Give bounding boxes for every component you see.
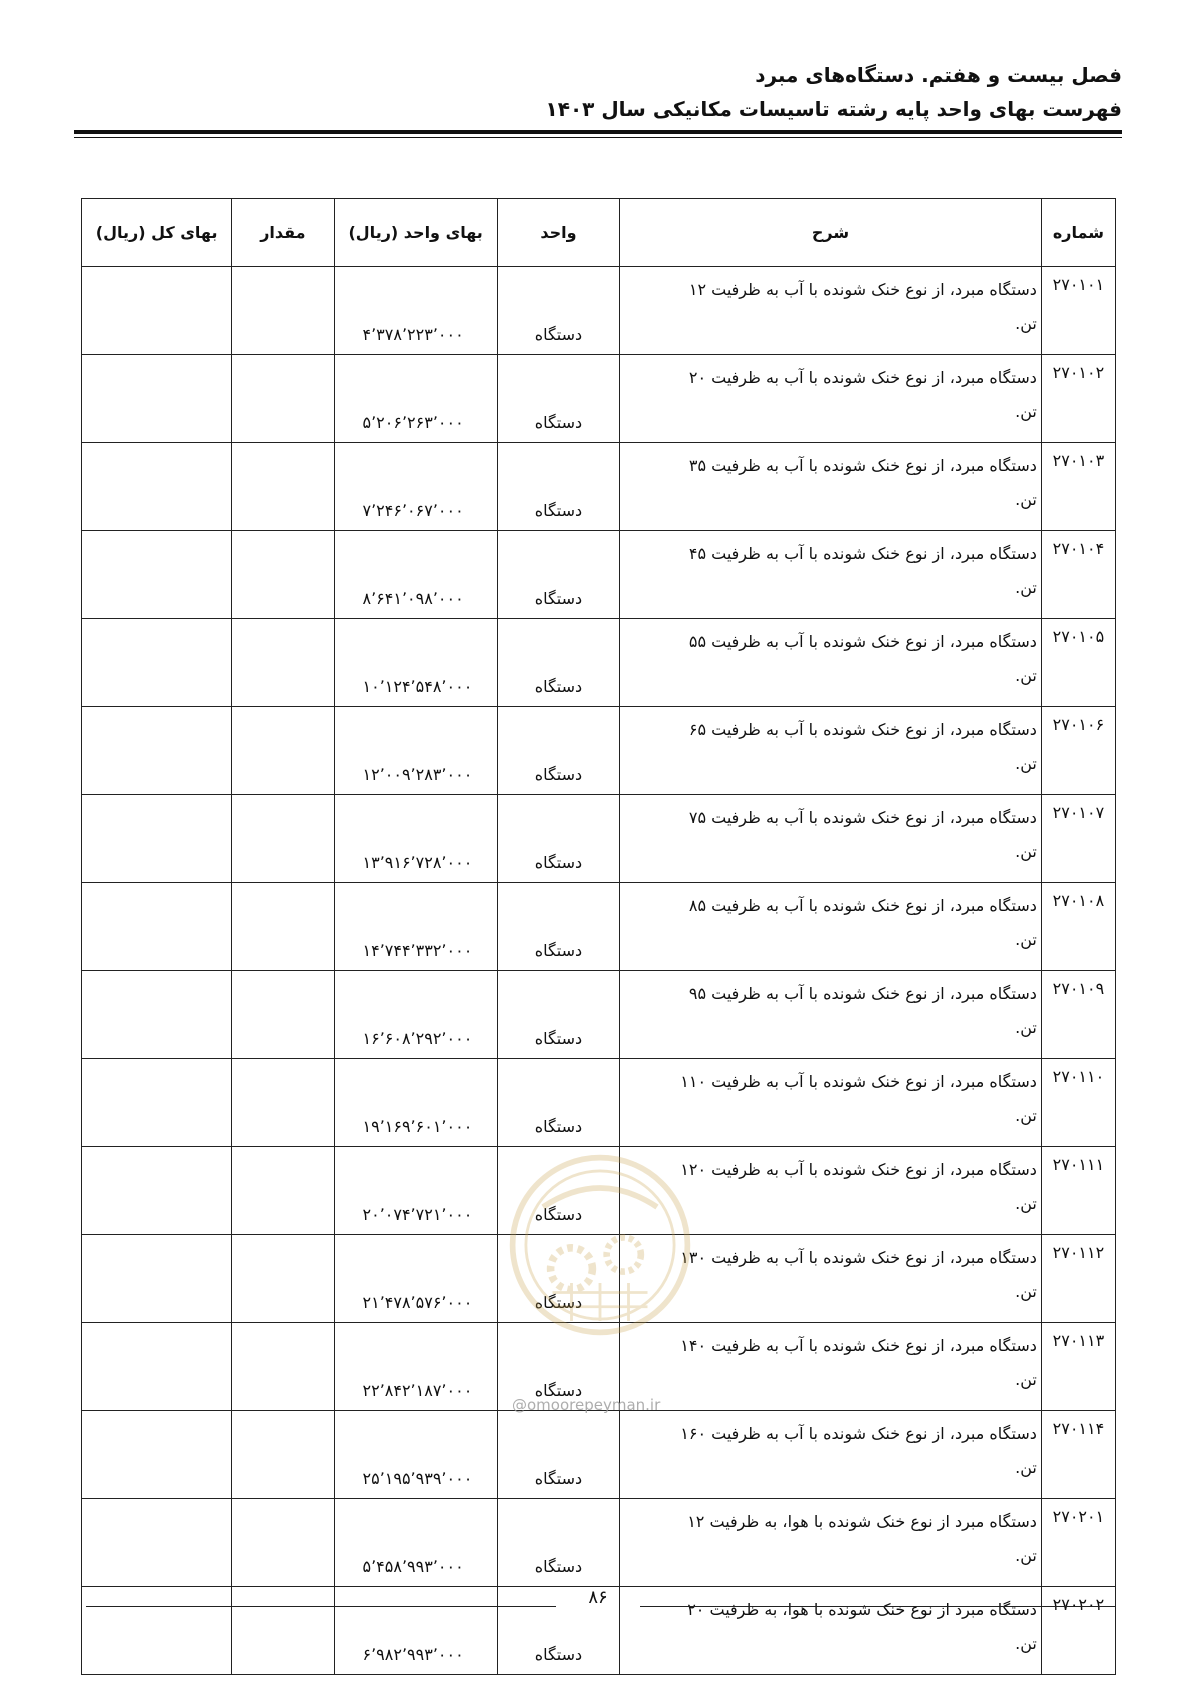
item-quantity bbox=[232, 1323, 334, 1411]
table-row bbox=[82, 1411, 1116, 1499]
col-header-unit-price: بهای واحد (ریال) bbox=[334, 199, 497, 267]
item-description bbox=[620, 531, 1042, 619]
item-unit-price: ۱۶٬۶۰۸٬۲۹۲٬۰۰۰ bbox=[334, 971, 497, 1059]
item-unit: دستگاه bbox=[497, 1411, 619, 1499]
item-code: ۲۷۰۲۰۱ bbox=[1041, 1499, 1115, 1587]
item-unit: دستگاه bbox=[497, 795, 619, 883]
item-quantity bbox=[232, 1499, 334, 1587]
item-description bbox=[620, 1587, 1042, 1675]
item-description-line2: تن. bbox=[1015, 754, 1037, 773]
item-unit-price: ۸٬۶۴۱٬۰۹۸٬۰۰۰ bbox=[334, 531, 497, 619]
item-unit: دستگاه bbox=[497, 1499, 619, 1587]
col-header-description: شرح bbox=[620, 199, 1042, 267]
table-row bbox=[82, 443, 1116, 531]
item-unit: دستگاه bbox=[497, 707, 619, 795]
item-unit-price: ۱۳٬۹۱۶٬۷۲۸٬۰۰۰ bbox=[334, 795, 497, 883]
item-description-line1: دستگاه مبرد، از نوع خنک شونده با آب به ظرفیت ۴۵ bbox=[688, 544, 1037, 563]
item-description-line2: تن. bbox=[1015, 1634, 1037, 1653]
item-unit: دستگاه bbox=[497, 971, 619, 1059]
item-code: ۲۷۰۱۱۳ bbox=[1041, 1323, 1115, 1411]
table-row bbox=[82, 1059, 1116, 1147]
item-total-price bbox=[82, 1235, 232, 1323]
item-total-price bbox=[82, 1323, 232, 1411]
item-quantity bbox=[232, 883, 334, 971]
table-row bbox=[82, 883, 1116, 971]
item-description bbox=[620, 619, 1042, 707]
item-description-line1: دستگاه مبرد، از نوع خنک شونده با آب به ظرفیت ۶۵ bbox=[688, 720, 1037, 739]
item-unit-price: ۶٬۹۸۲٬۹۹۳٬۰۰۰ bbox=[334, 1587, 497, 1675]
item-total-price bbox=[82, 619, 232, 707]
col-header-unit: واحد bbox=[497, 199, 619, 267]
item-unit-price: ۲۱٬۴۷۸٬۵۷۶٬۰۰۰ bbox=[334, 1235, 497, 1323]
item-quantity bbox=[232, 355, 334, 443]
item-code: ۲۷۰۱۰۸ bbox=[1041, 883, 1115, 971]
item-unit-price: ۲۵٬۱۹۵٬۹۳۹٬۰۰۰ bbox=[334, 1411, 497, 1499]
header-rule-thick bbox=[74, 130, 1122, 134]
item-unit: دستگاه bbox=[497, 883, 619, 971]
item-unit-price: ۵٬۲۰۶٬۲۶۳٬۰۰۰ bbox=[334, 355, 497, 443]
item-description-line2: تن. bbox=[1015, 666, 1037, 685]
item-description-line1: دستگاه مبرد، از نوع خنک شونده با آب به ظرفیت ۱۲ bbox=[688, 280, 1037, 299]
item-description bbox=[620, 355, 1042, 443]
item-quantity bbox=[232, 1235, 334, 1323]
item-description bbox=[620, 1059, 1042, 1147]
item-description bbox=[620, 267, 1042, 355]
page-header bbox=[74, 58, 1122, 126]
item-total-price bbox=[82, 1411, 232, 1499]
watermark-text: @omoorepeyman.ir bbox=[512, 1396, 661, 1414]
item-quantity bbox=[232, 707, 334, 795]
item-code: ۲۷۰۱۰۵ bbox=[1041, 619, 1115, 707]
item-description-line2: تن. bbox=[1015, 1194, 1037, 1213]
item-quantity bbox=[232, 1587, 334, 1675]
item-description bbox=[620, 1147, 1042, 1235]
table-row bbox=[82, 971, 1116, 1059]
table-row bbox=[82, 355, 1116, 443]
item-code: ۲۷۰۱۱۱ bbox=[1041, 1147, 1115, 1235]
footer-rule-left bbox=[86, 1606, 556, 1607]
item-description-line1: دستگاه مبرد، از نوع خنک شونده با آب به ظرفیت ۸۵ bbox=[688, 896, 1037, 915]
item-code: ۲۷۰۱۰۴ bbox=[1041, 531, 1115, 619]
item-description bbox=[620, 971, 1042, 1059]
item-quantity bbox=[232, 1147, 334, 1235]
item-code: ۲۷۰۱۰۶ bbox=[1041, 707, 1115, 795]
item-code: ۲۷۰۱۱۴ bbox=[1041, 1411, 1115, 1499]
item-code: ۲۷۰۱۰۹ bbox=[1041, 971, 1115, 1059]
item-code: ۲۷۰۱۰۳ bbox=[1041, 443, 1115, 531]
item-unit: دستگاه bbox=[497, 619, 619, 707]
item-description-line2: تن. bbox=[1015, 402, 1037, 421]
footer-rule-right bbox=[640, 1606, 1116, 1607]
item-unit: دستگاه bbox=[497, 1147, 619, 1235]
item-description bbox=[620, 1411, 1042, 1499]
item-description-line2: تن. bbox=[1015, 842, 1037, 861]
item-code: ۲۷۰۱۰۱ bbox=[1041, 267, 1115, 355]
item-description-line1: دستگاه مبرد، از نوع خنک شونده با آب به ظرفیت ۱۱۰ bbox=[680, 1072, 1037, 1091]
item-code: ۲۷۰۱۱۲ bbox=[1041, 1235, 1115, 1323]
item-description-line1: دستگاه مبرد، از نوع خنک شونده با آب به ظرفیت ۷۵ bbox=[688, 808, 1037, 827]
item-unit: دستگاه bbox=[497, 355, 619, 443]
item-description bbox=[620, 1323, 1042, 1411]
price-list-title: فهرست بهای واحد پایه رشته تاسیسات مکانیکی سال ۱۴۰۳ bbox=[545, 97, 1122, 121]
item-unit-price: ۲۲٬۸۴۲٬۱۸۷٬۰۰۰ bbox=[334, 1323, 497, 1411]
item-unit-price: ۲۰٬۰۷۴٬۷۲۱٬۰۰۰ bbox=[334, 1147, 497, 1235]
item-unit-price: ۷٬۲۴۶٬۰۶۷٬۰۰۰ bbox=[334, 443, 497, 531]
item-quantity bbox=[232, 1411, 334, 1499]
item-unit: دستگاه bbox=[497, 1059, 619, 1147]
item-unit-price: ۴٬۳۷۸٬۲۲۳٬۰۰۰ bbox=[334, 267, 497, 355]
item-description-line2: تن. bbox=[1015, 314, 1037, 333]
item-description bbox=[620, 1499, 1042, 1587]
item-unit-price: ۱۹٬۱۶۹٬۶۰۱٬۰۰۰ bbox=[334, 1059, 497, 1147]
item-quantity bbox=[232, 795, 334, 883]
table-row bbox=[82, 619, 1116, 707]
item-code: ۲۷۰۲۰۲ bbox=[1041, 1587, 1115, 1675]
table-row bbox=[82, 267, 1116, 355]
item-quantity bbox=[232, 971, 334, 1059]
table-row bbox=[82, 795, 1116, 883]
page-number: ۸۶ bbox=[588, 1587, 608, 1608]
item-unit: دستگاه bbox=[497, 531, 619, 619]
item-unit: دستگاه bbox=[497, 443, 619, 531]
item-total-price bbox=[82, 267, 232, 355]
item-total-price bbox=[82, 1499, 232, 1587]
item-unit-price: ۱۰٬۱۲۴٬۵۴۸٬۰۰۰ bbox=[334, 619, 497, 707]
item-description-line2: تن. bbox=[1015, 578, 1037, 597]
item-quantity bbox=[232, 1059, 334, 1147]
item-description-line2: تن. bbox=[1015, 1370, 1037, 1389]
table-row bbox=[82, 707, 1116, 795]
item-total-price bbox=[82, 531, 232, 619]
item-unit: دستگاه bbox=[497, 267, 619, 355]
table-row bbox=[82, 1147, 1116, 1235]
item-code: ۲۷۰۱۰۷ bbox=[1041, 795, 1115, 883]
item-unit: دستگاه bbox=[497, 1587, 619, 1675]
col-header-code: شماره bbox=[1041, 199, 1115, 267]
item-description-line1: دستگاه مبرد، از نوع خنک شونده با آب به ظرفیت ۱۲۰ bbox=[680, 1160, 1037, 1179]
item-total-price bbox=[82, 971, 232, 1059]
item-description bbox=[620, 707, 1042, 795]
item-total-price bbox=[82, 443, 232, 531]
item-description bbox=[620, 883, 1042, 971]
item-quantity bbox=[232, 619, 334, 707]
item-code: ۲۷۰۱۰۲ bbox=[1041, 355, 1115, 443]
item-description bbox=[620, 1235, 1042, 1323]
table-row bbox=[82, 1235, 1116, 1323]
item-description bbox=[620, 795, 1042, 883]
item-total-price bbox=[82, 707, 232, 795]
item-total-price bbox=[82, 1059, 232, 1147]
item-description-line1: دستگاه مبرد از نوع خنک شونده با هوا، به ظرفیت ۲۰ bbox=[687, 1600, 1037, 1619]
item-total-price bbox=[82, 1147, 232, 1235]
item-total-price bbox=[82, 355, 232, 443]
table-row bbox=[82, 1499, 1116, 1587]
item-description-line1: دستگاه مبرد، از نوع خنک شونده با آب به ظرفیت ۵۵ bbox=[688, 632, 1037, 651]
chapter-title: فصل بیست و هفتم. دستگاه‌های مبرد bbox=[755, 63, 1122, 87]
col-header-total-price: بهای کل (ریال) bbox=[82, 199, 232, 267]
item-description-line1: دستگاه مبرد، از نوع خنک شونده با آب به ظرفیت ۳۵ bbox=[688, 456, 1037, 475]
item-description-line2: تن. bbox=[1015, 1458, 1037, 1477]
item-quantity bbox=[232, 531, 334, 619]
item-description-line1: دستگاه مبرد از نوع خنک شونده با هوا، به ظرفیت ۱۲ bbox=[687, 1512, 1037, 1531]
item-total-price bbox=[82, 795, 232, 883]
item-description-line2: تن. bbox=[1015, 1018, 1037, 1037]
item-description-line2: تن. bbox=[1015, 490, 1037, 509]
table-row bbox=[82, 531, 1116, 619]
header-rule-thin bbox=[74, 137, 1122, 138]
item-unit: دستگاه bbox=[497, 1235, 619, 1323]
item-quantity bbox=[232, 267, 334, 355]
item-unit-price: ۱۲٬۰۰۹٬۲۸۳٬۰۰۰ bbox=[334, 707, 497, 795]
table-header-row bbox=[82, 199, 1116, 267]
item-unit-price: ۵٬۴۵۸٬۹۹۳٬۰۰۰ bbox=[334, 1499, 497, 1587]
col-header-quantity: مقدار bbox=[232, 199, 334, 267]
item-total-price bbox=[82, 1587, 232, 1675]
item-description-line1: دستگاه مبرد، از نوع خنک شونده با آب به ظرفیت ۹۵ bbox=[688, 984, 1037, 1003]
item-description-line2: تن. bbox=[1015, 930, 1037, 949]
item-description-line1: دستگاه مبرد، از نوع خنک شونده با آب به ظرفیت ۱۴۰ bbox=[680, 1336, 1037, 1355]
item-description-line2: تن. bbox=[1015, 1106, 1037, 1125]
price-table bbox=[81, 198, 1116, 1675]
item-description-line2: تن. bbox=[1015, 1282, 1037, 1301]
item-description bbox=[620, 443, 1042, 531]
item-description-line1: دستگاه مبرد، از نوع خنک شونده با آب به ظرفیت ۱۶۰ bbox=[680, 1424, 1037, 1443]
item-total-price bbox=[82, 883, 232, 971]
item-quantity bbox=[232, 443, 334, 531]
item-code: ۲۷۰۱۱۰ bbox=[1041, 1059, 1115, 1147]
item-description-line1: دستگاه مبرد، از نوع خنک شونده با آب به ظرفیت ۱۳۰ bbox=[680, 1248, 1037, 1267]
item-unit-price: ۱۴٬۷۴۴٬۳۳۲٬۰۰۰ bbox=[334, 883, 497, 971]
item-description-line1: دستگاه مبرد، از نوع خنک شونده با آب به ظرفیت ۲۰ bbox=[688, 368, 1037, 387]
item-unit: دستگاه bbox=[497, 1323, 619, 1411]
item-description-line2: تن. bbox=[1015, 1546, 1037, 1565]
